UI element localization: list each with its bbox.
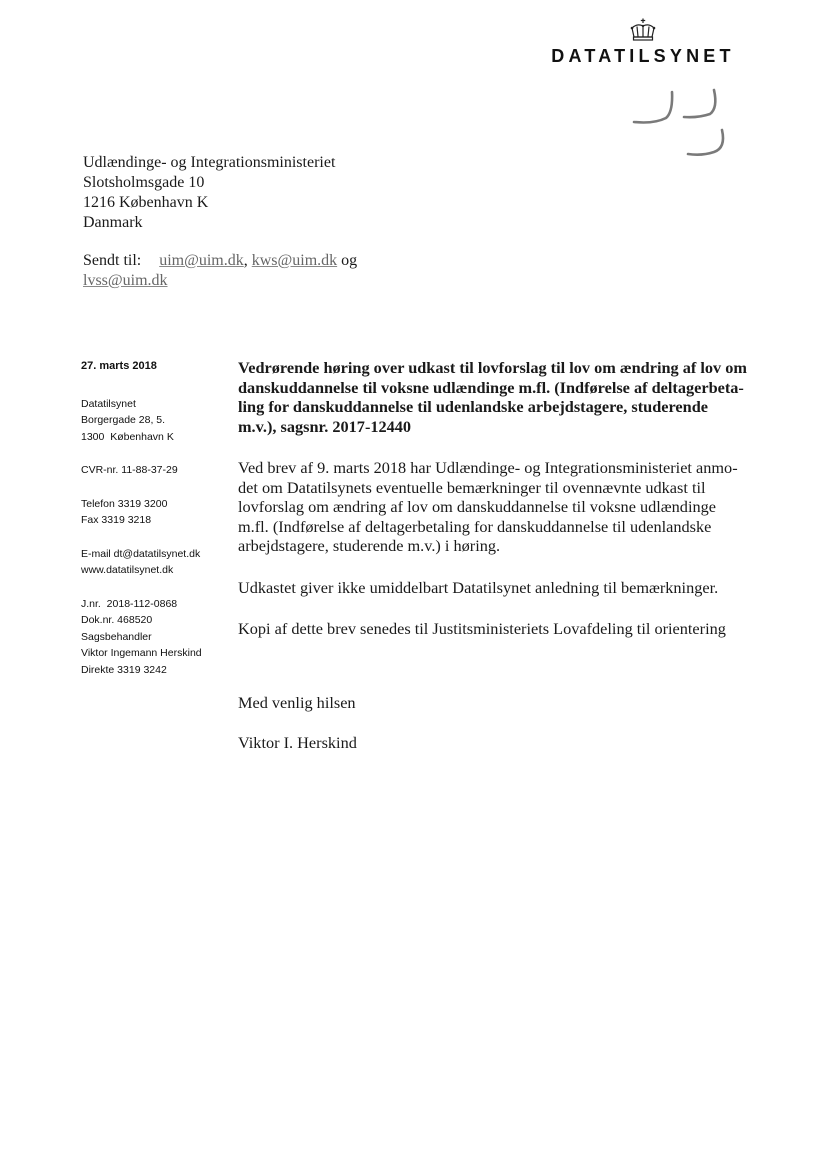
closing-salutation: Med venlig hilsen (238, 693, 356, 712)
handwritten-initials (626, 86, 736, 166)
signer-name: Viktor I. Herskind (238, 733, 357, 752)
org-name: DATATILSYNET (551, 46, 735, 66)
direct-phone: Direkte 3319 3242 (81, 663, 167, 676)
website-line: www.datatilsynet.dk (81, 564, 174, 576)
case-handler-name: Viktor Ingemann Herskind (81, 647, 202, 659)
cvr-number: CVR-nr. 11-88-37-29 (81, 464, 178, 476)
paragraph-response: Udkastet giver ikke umiddelbart Datatilsynet anledning til bemærkninger. (238, 577, 719, 597)
sender-address-line: 1300 København K (81, 430, 174, 443)
email-conjunction: og (337, 252, 358, 269)
email-separator: , (243, 252, 252, 269)
subject-line: danskuddannelse til voksne udlændinge m.fl. (Indførelse af deltagerbeta- (238, 377, 744, 397)
subject-line: Vedrørende høring over udkast til lovforslag til lov om ændring af lov om (238, 358, 747, 377)
sender-address-line: Datatilsynet (81, 397, 136, 410)
letter-subject (238, 358, 768, 436)
letter-date: 27. marts 2018 (81, 360, 157, 372)
sender-info-sidebar (81, 358, 202, 695)
contact-web (81, 546, 202, 579)
crown-icon (628, 18, 658, 42)
subject-line: ling for danskuddannelse til udenlandske arbejdstagere, studerende (238, 397, 708, 416)
paragraph-line: arbejdstagere, studerende m.v.) i høring. (238, 536, 501, 555)
case-references (81, 596, 202, 679)
sender-address-line: Borgergade 28, 5. (81, 414, 166, 426)
sent-to-label: Sendt til: (83, 252, 142, 269)
letterhead-logo (528, 18, 758, 67)
paragraph-line: m.fl. (Indførelse af deltagerbetaling for danskuddannelse til udenlandske (238, 516, 712, 536)
paragraph-copy: Kopi af dette brev senedes til Justitsministeriets Lovafdeling til orientering (238, 619, 726, 638)
email-link-kws[interactable]: kws@uim.dk (251, 252, 338, 269)
recipient-address (83, 153, 335, 233)
recipient-line: 1216 København K (83, 194, 209, 211)
phone-line: Telefon 3319 3200 (81, 497, 168, 510)
recipient-line: Udlændinge- og Integrationsministeriet (83, 154, 336, 171)
subject-line: m.v.), sagsnr. 2017-12440 (238, 416, 412, 436)
paragraph-request (238, 458, 768, 556)
email-link-uim[interactable]: uim@uim.dk (159, 252, 244, 269)
sender-address (81, 396, 202, 446)
paragraph-line: det om Datatilsynets eventuelle bemærkninger til ovennævnte udkast til (238, 477, 706, 497)
phone-numbers (81, 496, 202, 529)
paragraph-line: lovforslag om ændring af lov om danskuddannelse til voksne udlændinge (238, 497, 716, 516)
recipient-line: Slotsholmsgade 10 (83, 174, 205, 191)
sent-to (83, 251, 383, 291)
email-link-lvss[interactable]: lvss@uim.dk (83, 272, 168, 289)
email-line: E-mail dt@datatilsynet.dk (81, 547, 201, 560)
document-number: Dok.nr. 468520 (81, 614, 153, 626)
journal-number: J.nr. 2018-112-0868 (81, 597, 178, 610)
paragraph-line: Ved brev af 9. marts 2018 har Udlændinge- og Integrationsministeriet anmo- (238, 458, 738, 477)
case-handler-label: Sagsbehandler (81, 630, 152, 643)
recipient-line: Danmark (83, 214, 143, 231)
fax-line: Fax 3319 3218 (81, 514, 152, 526)
letter-body (238, 358, 768, 661)
